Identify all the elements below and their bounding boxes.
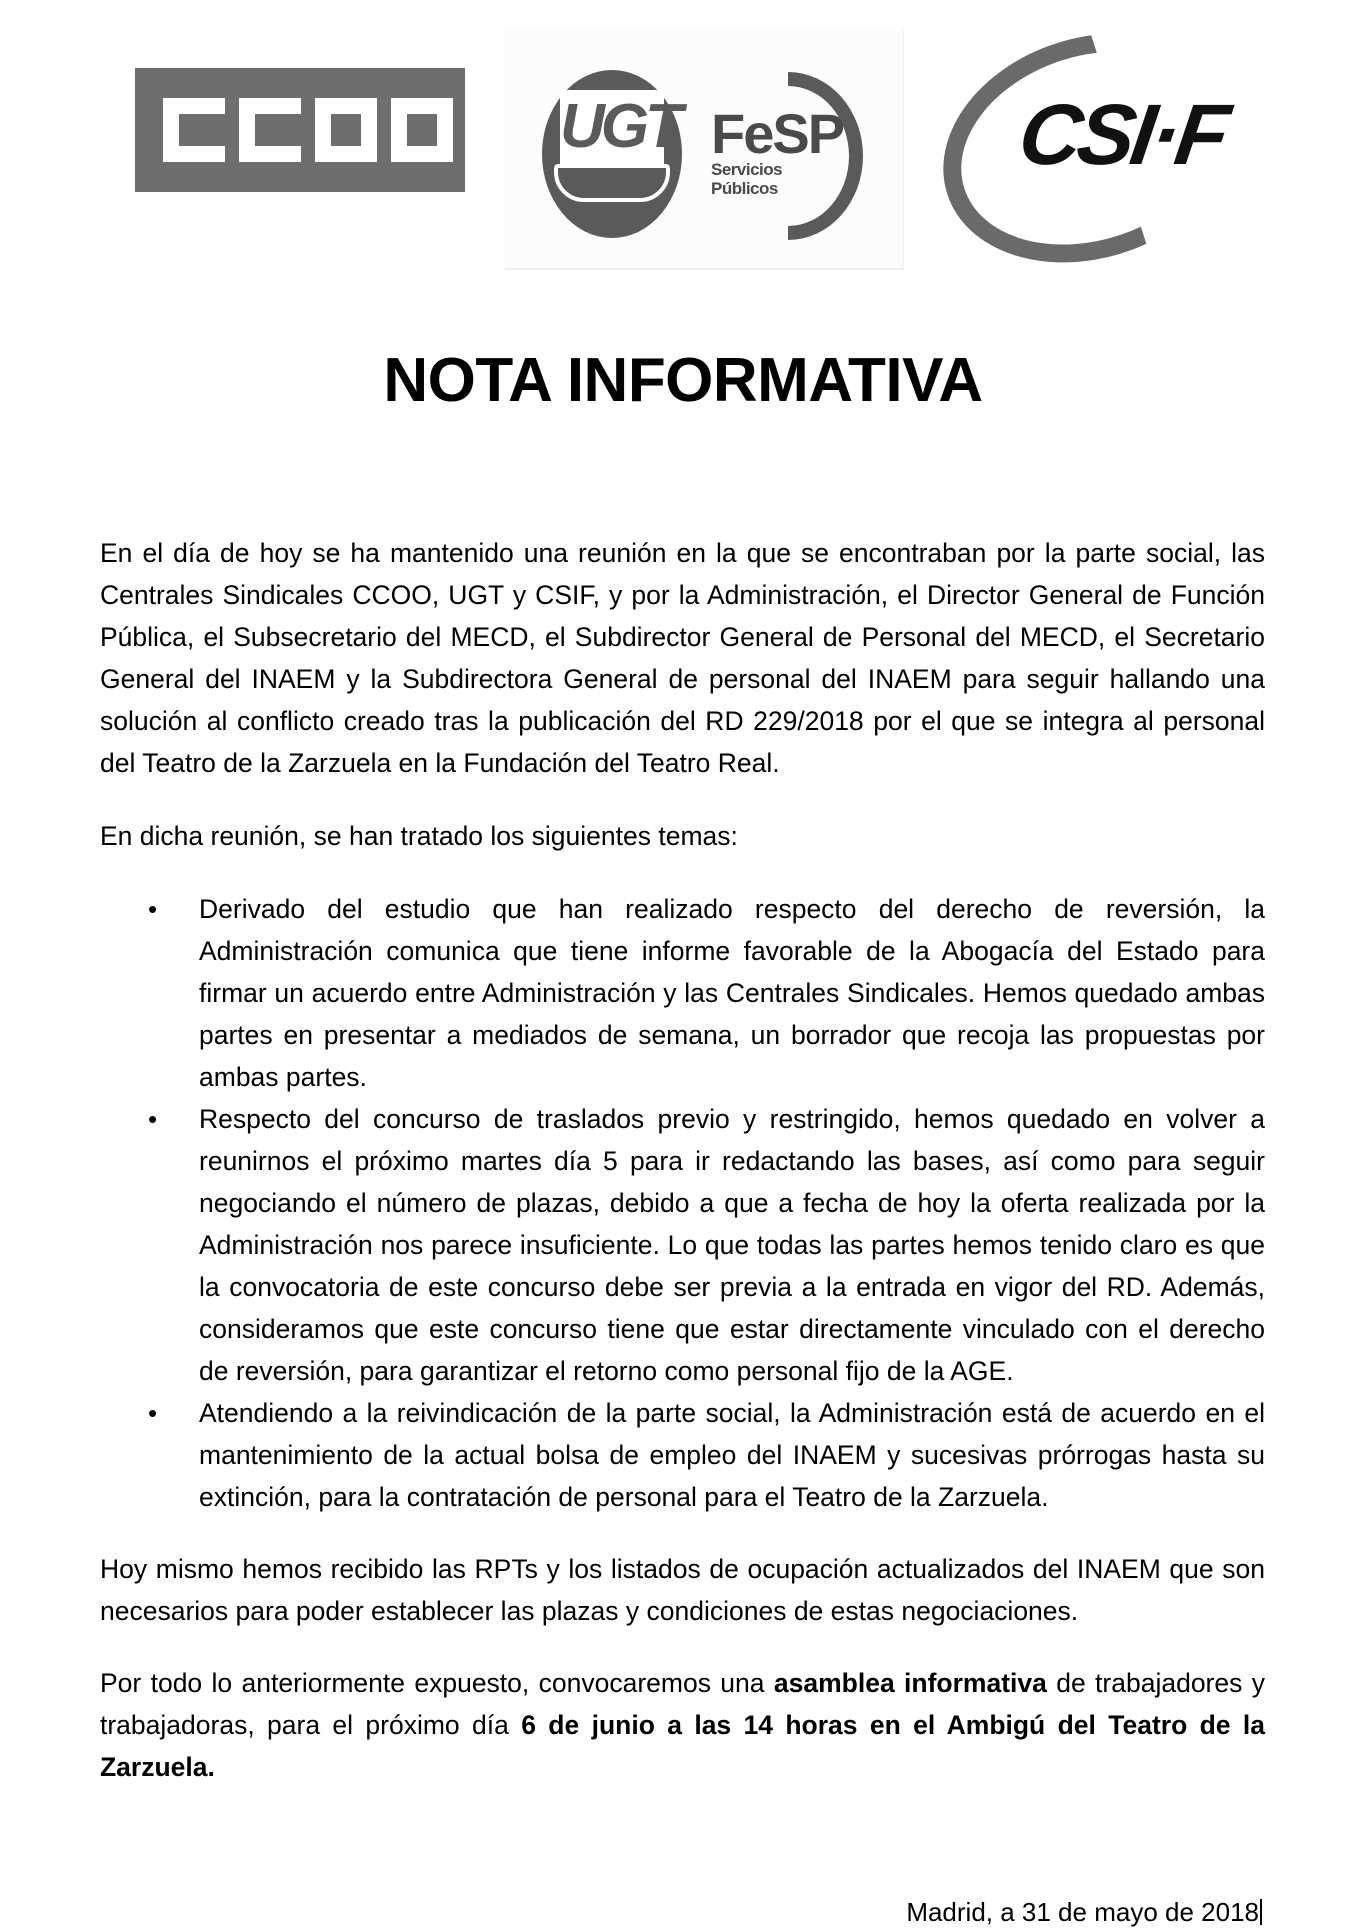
ccoo-letter-c — [163, 98, 225, 162]
list-item: • Atendiendo a la reivindicación de la parte social, la Administración está de acuerdo en el mantenimiento de la actual bolsa de empleo del INAEM y sucesivas prórrogas hasta su extinción, para la contratación de personal para el Teatro de la Zarzuela. — [100, 1392, 1265, 1518]
closing-bold-assembly: asamblea informativa — [773, 1668, 1047, 1698]
closing-paragraph — [100, 1662, 1265, 1788]
union-logos-header — [0, 0, 1366, 280]
ccoo-logo — [135, 68, 465, 192]
list-item: • Derivado del estudio que han realizado respecto del derecho de reversión, la Administración comunica que tiene informe favorable de la Abogacía del Estado para firmar un acuerdo entre Administración y las Centrales Sindicales. Hemos quedado ambas partes en presentar a mediados de semana, un borrador que recoja las propuestas por ambas partes. — [100, 888, 1265, 1098]
topics-list — [100, 888, 1265, 1518]
signoff-date — [906, 1897, 1262, 1928]
ugt-emblem — [542, 70, 682, 238]
ccoo-letter-c — [239, 98, 301, 162]
intro-paragraph: En el día de hoy se ha mantenido una reunión en la que se encontraban por la parte social, las Centrales Sindicales CCOO, UGT y CSIF, y por la Administración, el Director General de Función Pública, el Subsecretario del MECD, el Subdirector General de Personal del MECD, el Secretario General del INAEM y la Subdirectora General de personal del INAEM para seguir hallando una solución al conflicto creado tras la publicación del RD 229/2018 por el que se integra al personal del Teatro de la Zarzuela en la Fundación del Teatro Real. — [100, 538, 1265, 778]
topics-intro-paragraph: En dicha reunión, se han tratado los siguientes temas: — [100, 821, 738, 851]
closing-bold-date-place: 6 de junio a las 14 horas en el Ambigú del Teatro de la Zarzuela. — [100, 1710, 1265, 1782]
ugt-text: UGT — [560, 90, 664, 164]
ccoo-letter-o — [391, 98, 453, 162]
page-title: NOTA INFORMATIVA — [383, 346, 983, 415]
fesp-line1: Servicios — [711, 160, 783, 179]
csif-logo — [905, 28, 1305, 268]
closing-text-1: Por todo lo anteriormente expuesto, convocaremos una — [100, 1668, 774, 1698]
text-cursor — [1260, 1899, 1262, 1925]
fesp-wordmark — [711, 102, 844, 198]
list-item: • Respecto del concurso de traslados previo y restringido, hemos quedado en volver a reunirnos el próximo martes día 5 para ir redactando las bases, así como para seguir negociando el número de plazas, debido a que a fecha de hoy la oferta realizada por la Administración nos parece insuficiente. Lo que todas las partes hemos tenido claro es que la convocatoria de este concurso debe ser previa a la entrada en vigor del RD. Además, consideramos que este concurso tiene que estar directamente vinculado con el derecho de reversión, para garantizar el retorno como personal fijo de la AGE. — [100, 1098, 1265, 1392]
signoff-text: Madrid, a 31 de mayo de 2018 — [906, 1897, 1259, 1927]
ugt-fesp-logo — [505, 28, 904, 270]
fesp-line2: Públicos — [711, 179, 778, 198]
fesp-name: FeSP — [711, 102, 844, 165]
closing-text-2: de trabajadores y trabajadoras, para el próximo día — [100, 1668, 1265, 1740]
csif-wordmark: CSI·F — [1013, 87, 1232, 183]
document-body — [100, 532, 1265, 1782]
ccoo-letter-o — [315, 98, 377, 162]
received-paragraph: Hoy mismo hemos recibido las RPTs y los listados de ocupación actualizados del INAEM que son necesarios para poder establecer las plazas y condiciones de estas negociaciones. — [100, 1554, 1265, 1626]
handshake-icon — [554, 164, 670, 202]
